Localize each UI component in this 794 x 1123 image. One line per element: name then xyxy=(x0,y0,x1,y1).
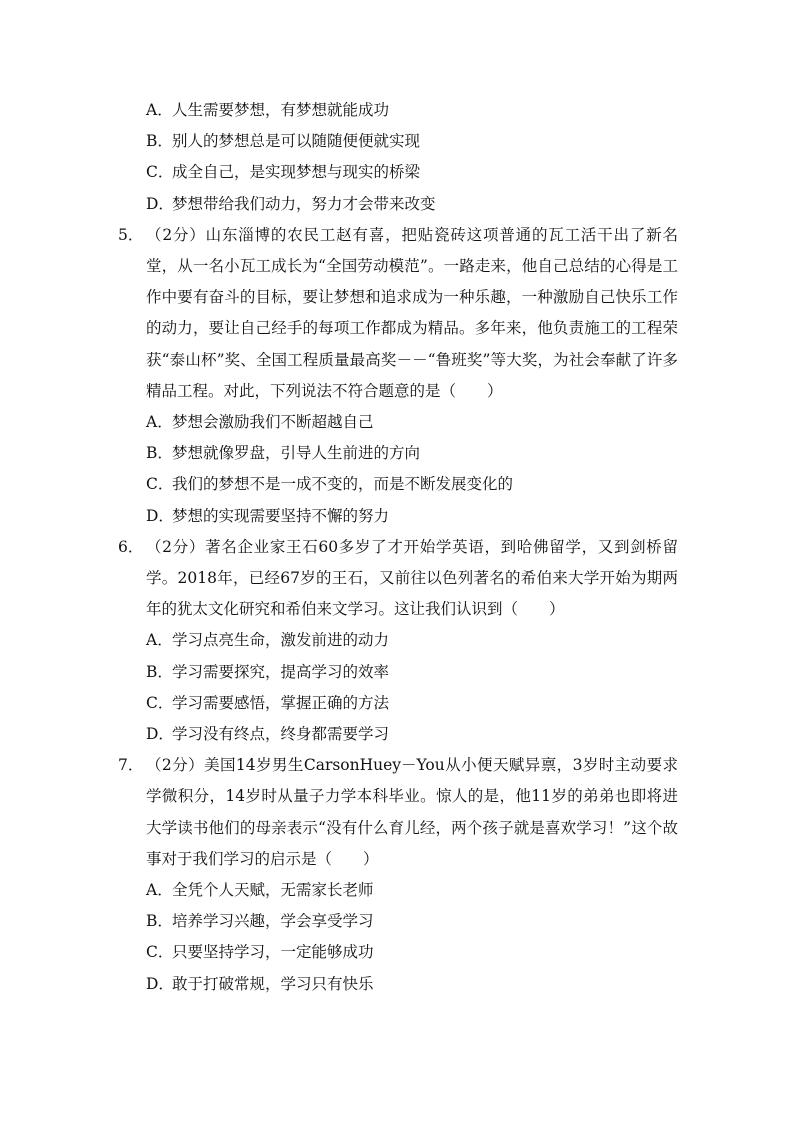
question-5 xyxy=(118,220,678,532)
option-label: C． xyxy=(146,163,174,182)
option-a xyxy=(118,95,678,126)
option-text: 全凭个人天赋，无需家长老师 xyxy=(172,881,374,900)
question-number: 6． xyxy=(118,537,144,556)
option-text: 人生需要梦想，有梦想就能成功 xyxy=(172,101,390,119)
option-text: 学习点亮生命，激发前进的动力 xyxy=(172,631,390,650)
option-label: A． xyxy=(146,881,173,900)
option-text: 学习需要感悟，掌握正确的方法 xyxy=(172,693,390,712)
option-d xyxy=(118,189,678,220)
option-text: 成全自己，是实现梦想与现实的桥梁 xyxy=(172,163,421,182)
option-label: C． xyxy=(146,693,174,712)
option-b xyxy=(118,438,678,469)
option-label: A． xyxy=(146,631,173,650)
question-stem xyxy=(118,750,678,875)
option-c xyxy=(118,469,678,500)
option-label: D． xyxy=(146,725,174,744)
option-a xyxy=(118,625,678,656)
option-label: B． xyxy=(146,132,173,151)
question-4-continued xyxy=(118,95,678,220)
question-list xyxy=(118,95,678,1000)
question-text: （2分）著名企业家王石60多岁了才开始学英语，到哈佛留学，又到剑桥留学。2018年，已经67岁的王石，又前往以色列著名的希伯来大学开始为期两年的犹太文化研究和希伯来文学习。这让我们认识到（ ） xyxy=(146,537,678,619)
option-c xyxy=(118,688,678,719)
option-text: 只要坚持学习，一定能够成功 xyxy=(172,943,374,962)
option-label: C． xyxy=(146,943,174,962)
option-text: 梦想的实现需要坚持不懈的努力 xyxy=(172,506,390,525)
option-a xyxy=(118,407,678,438)
option-label: D． xyxy=(146,194,174,213)
option-label: A． xyxy=(146,101,173,119)
question-text: （2分）山东淄博的农民工赵有喜，把贴瓷砖这项普通的瓦工活干出了新名堂，从一名小瓦工成长为“全国劳动模范”。一路走来，他自己总结的心得是工作中要有奋斗的目标，要让梦想和追求成为一种乐趣，一种激励自己快乐工作的动力，要让自己经手的每项工作都成为精品。多年来，他负责施工的工程荣获“泰山杯”奖、全国工程质量最高奖－－“鲁班奖”等大奖，为社会奉献了许多精品工程。对此，下列说法不符合题意的是（ ） xyxy=(146,225,678,400)
question-number: 7． xyxy=(118,756,144,775)
option-label: C． xyxy=(146,475,174,494)
question-text: （2分）美国14岁男生CarsonHuey－You从小便天赋异禀，3岁时主动要求学微积分，14岁时从量子力学本科毕业。惊人的是，他11岁的弟弟也即将进大学读书他们的母亲表示“没有什么育儿经，两个孩子就是喜欢学习！”这个故事对于我们学习的启示是（ ） xyxy=(146,756,678,868)
question-number: 5． xyxy=(118,225,144,244)
option-label: D． xyxy=(146,506,174,525)
option-label: D． xyxy=(146,974,174,993)
option-d xyxy=(118,501,678,532)
option-label: A． xyxy=(146,413,173,432)
question-stem xyxy=(118,532,678,626)
option-b xyxy=(118,126,678,157)
option-label: B． xyxy=(146,912,173,931)
question-stem xyxy=(118,220,678,407)
option-text: 学习需要探究，提高学习的效率 xyxy=(172,662,390,681)
option-d xyxy=(118,719,678,750)
option-text: 培养学习兴趣，学会享受学习 xyxy=(172,912,374,931)
option-a xyxy=(118,875,678,906)
option-text: 别人的梦想总是可以随随便便就实现 xyxy=(172,132,421,151)
option-text: 梦想会激励我们不断超越自己 xyxy=(172,413,374,432)
option-text: 敢于打破常规，学习只有快乐 xyxy=(172,974,374,993)
option-text: 我们的梦想不是一成不变的，而是不断发展变化的 xyxy=(172,475,514,494)
option-label: B． xyxy=(146,662,173,681)
option-b xyxy=(118,657,678,688)
question-6 xyxy=(118,532,678,750)
option-text: 学习没有终点，终身都需要学习 xyxy=(172,725,390,744)
question-7 xyxy=(118,750,678,1000)
option-label: B． xyxy=(146,444,173,463)
option-text: 梦想带给我们动力，努力才会带来改变 xyxy=(172,194,436,213)
option-c xyxy=(118,157,678,188)
option-b xyxy=(118,906,678,937)
option-text: 梦想就像罗盘，引导人生前进的方向 xyxy=(172,444,421,463)
option-d xyxy=(118,969,678,1000)
option-c xyxy=(118,937,678,968)
